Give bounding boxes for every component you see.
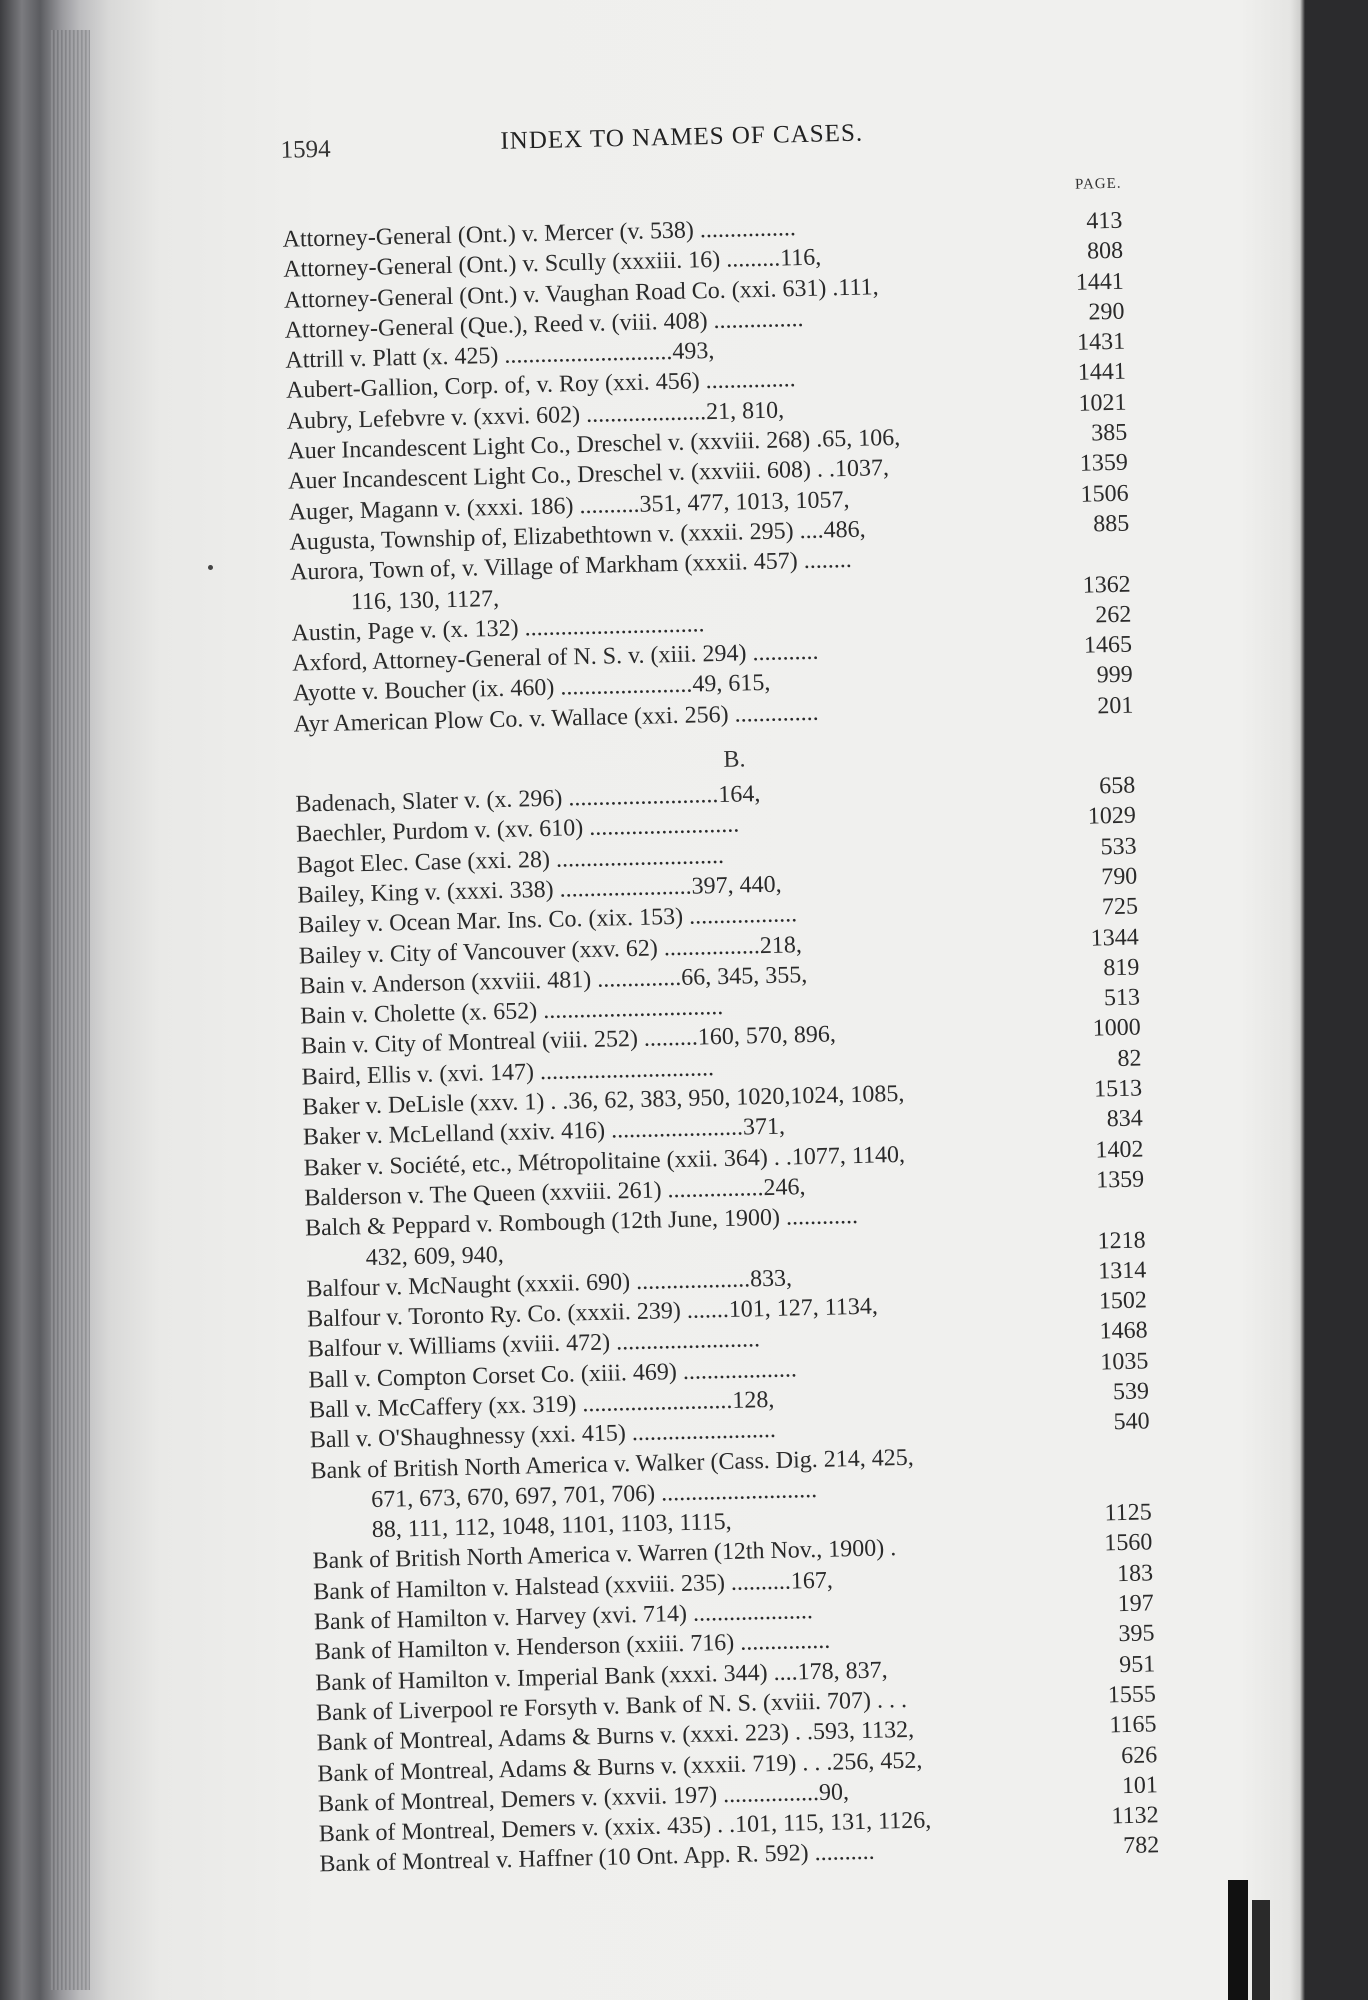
- page-reference: 1555: [1107, 1681, 1157, 1709]
- case-name: Balderson v. The Queen (xxviii. 261) ................246,: [304, 1174, 806, 1212]
- page-reference: 1218: [1097, 1226, 1146, 1255]
- running-title: INDEX TO NAMES OF CASES.: [500, 119, 864, 155]
- case-name: Attorney-General (Ont.) v. Vaughan Road Co. (xxi. 631) .111,: [283, 273, 879, 314]
- page-reference: 1132: [1111, 1802, 1159, 1830]
- page-reference: 201: [1097, 692, 1134, 720]
- page-reference: 513: [1103, 984, 1141, 1012]
- case-name: Attorney-General (Que.), Reed v. (viii. 408) ...............: [284, 305, 804, 344]
- page-reference: 951: [1118, 1650, 1156, 1678]
- page-reference: 539: [1112, 1378, 1150, 1406]
- case-name: Ball v. O'Shaughnessy (xxi. 415) ........................: [309, 1417, 777, 1454]
- page-reference: 197: [1117, 1590, 1155, 1618]
- case-name: Balfour v. Toronto Ry. Co. (xxxii. 239) .......101, 127, 1134,: [306, 1293, 879, 1333]
- case-name: Bank of Hamilton v. Harvey (xvi. 714) ....................: [313, 1598, 814, 1636]
- page-reference: 819: [1103, 954, 1140, 982]
- case-name: Aubert-Gallion, Corp. of, v. Roy (xxi. 456) ...............: [285, 366, 796, 405]
- page-reference: 540: [1113, 1408, 1150, 1436]
- case-name: Aurora, Town of, v. Village of Markham (xxxii. 457) ........: [289, 547, 852, 586]
- case-name: Ayotte v. Boucher (ix. 460) ......................49, 615,: [292, 670, 771, 708]
- page-reference: 999: [1096, 662, 1133, 689]
- ink-speck: [208, 565, 213, 570]
- case-name: Bank of Montreal, Demers v. (xxix. 435) . .101, 115, 131, 1126,: [318, 1807, 932, 1848]
- case-name: Badenach, Slater v. (x. 296) .........................164,: [295, 781, 761, 818]
- page-number: 1594: [280, 135, 331, 164]
- page-reference: 82: [1117, 1045, 1142, 1072]
- page-reference: 1344: [1090, 924, 1139, 952]
- page-reference: 782: [1122, 1832, 1160, 1860]
- case-name: Bain v. Cholette (x. 652) ..............................: [299, 994, 724, 1030]
- case-name: Auer Incandescent Light Co., Dreschel v. (xxviii. 268) .65, 106,: [287, 424, 901, 465]
- case-name: Auger, Magann v. (xxxi. 186) ..........351, 477, 1013, 1057,: [288, 486, 850, 526]
- index-page: [270, 104, 1191, 1878]
- case-name: Baechler, Purdom v. (xv. 610) .........................: [295, 811, 740, 848]
- case-name: Bank of Montreal, Adams & Burns v. (xxxi. 223) . .593, 1132,: [316, 1717, 915, 1757]
- page-reference: 290: [1088, 298, 1125, 326]
- case-name: Axford, Attorney-General of N. S. v. (xiii. 294) ...........: [291, 638, 819, 677]
- case-name: Attorney-General (Ont.) v. Scully (xxxiii. 16) .........116,: [282, 244, 822, 284]
- case-name: Bain v. City of Montreal (viii. 252) .........160, 570, 896,: [300, 1021, 837, 1060]
- page-reference: 1021: [1078, 389, 1127, 417]
- case-name: Baker v. DeLisle (xxv. 1) . .36, 62, 383, 950, 1020,1024, 1085,: [302, 1080, 905, 1121]
- page-reference: 1506: [1080, 480, 1129, 508]
- page-reference: 385: [1090, 419, 1128, 447]
- page-reference: 1441: [1075, 268, 1125, 296]
- page-reference: 1468: [1099, 1317, 1148, 1345]
- page-header: [270, 104, 1191, 165]
- case-name: Baker v. McLelland (xxiv. 416) ......................371,: [302, 1113, 786, 1151]
- case-name: Balch & Peppard v. Rombough (12th June, 1900) ............: [304, 1203, 859, 1242]
- case-name: Bank of British North America v. Warren (12th Nov., 1900) .: [312, 1535, 897, 1575]
- case-name: Ayr American Plow Co. v. Wallace (xxi. 256) ..............: [293, 699, 819, 738]
- page-reference: 1125: [1104, 1499, 1153, 1527]
- case-name: Attorney-General (Ont.) v. Mercer (v. 538) ................: [282, 215, 797, 253]
- case-name: Bank of Montreal, Demers v. (xxvii. 197) ................90,: [317, 1779, 850, 1818]
- page-reference: 725: [1101, 893, 1139, 921]
- case-name: 116, 130, 1127,: [350, 585, 500, 615]
- index-entries: [272, 205, 1209, 1881]
- page-reference: 262: [1095, 601, 1132, 629]
- page-reference: 1513: [1093, 1075, 1143, 1103]
- case-name: Bailey v. City of Vancouver (xxv. 62) ................218,: [298, 931, 803, 970]
- case-name: Baker v. Société, etc., Métropolitaine (xxii. 364) . .1077, 1140,: [303, 1141, 906, 1182]
- page-column-heading: PAGE.: [1074, 175, 1122, 193]
- page-reference: 626: [1120, 1741, 1158, 1769]
- section-letter: B.: [723, 746, 746, 773]
- page-reference: 533: [1100, 833, 1137, 860]
- case-name: Ball v. McCaffery (xx. 319) .........................128,: [308, 1386, 775, 1424]
- page-reference: 1035: [1099, 1348, 1149, 1376]
- case-name: Aubry, Lefebvre v. (xxvi. 602) ....................21, 810,: [286, 397, 785, 435]
- page-reference: 1029: [1087, 802, 1137, 830]
- case-name: Attrill v. Platt (x. 425) ............................493,: [285, 338, 715, 374]
- case-name: Austin, Page v. (x. 132) ..............................: [291, 611, 705, 647]
- page-reference: 834: [1106, 1105, 1144, 1133]
- case-name: Augusta, Township of, Elizabethtown v. (xxxii. 295) ....486,: [289, 516, 866, 556]
- page-reference: 1362: [1082, 571, 1131, 599]
- page-reference: 1441: [1077, 359, 1127, 387]
- case-name: Bailey v. Ocean Mar. Ins. Co. (xix. 153) ..................: [297, 901, 798, 939]
- page-reference: 1314: [1097, 1257, 1147, 1285]
- case-name: Balfour v. McNaught (xxxii. 690) ...................833,: [306, 1265, 793, 1303]
- page-reference: 1502: [1098, 1287, 1148, 1315]
- page-reference: 885: [1092, 510, 1130, 538]
- case-name: Bank of Hamilton v. Henderson (xxiii. 716) ...............: [314, 1628, 831, 1666]
- page-reference: 1359: [1079, 450, 1129, 478]
- case-name: Auer Incandescent Light Co., Dreschel v. (xxviii. 608) . .1037,: [287, 455, 890, 496]
- page-reference: 1560: [1104, 1529, 1153, 1557]
- case-name: 88, 111, 112, 1048, 1101, 1103, 1115,: [371, 1509, 732, 1544]
- case-name: Bagot Elec. Case (xxi. 28) ............................: [296, 842, 725, 879]
- page-reference: 1165: [1109, 1711, 1157, 1739]
- case-name: Bailey, King v. (xxxi. 338) ......................397, 440,: [297, 871, 782, 909]
- case-name: Balfour v. Williams (xviii. 472) ........................: [307, 1326, 761, 1363]
- case-name: Ball v. Compton Corset Co. (xiii. 469) ...................: [308, 1356, 798, 1394]
- case-name: Bank of British North America v. Walker (Cass. Dig. 214, 425,: [310, 1444, 915, 1485]
- case-name: Bank of Hamilton v. Halstead (xxviii. 235) ..........167,: [313, 1567, 834, 1606]
- binding-mark: [1228, 1880, 1248, 2000]
- page-reference: 1000: [1092, 1014, 1142, 1042]
- case-name: Bank of Liverpool re Forsyth v. Bank of N. S. (xviii. 707) . . .: [315, 1686, 908, 1727]
- binding-mark: [1252, 1900, 1270, 2000]
- case-name: Bank of Montreal, Adams & Burns v. (xxxii. 719) . . .256, 452,: [317, 1747, 923, 1787]
- page-reference: 808: [1086, 237, 1124, 265]
- case-name: 432, 609, 940,: [365, 1241, 504, 1271]
- page-reference: 790: [1100, 863, 1138, 891]
- page-reference: 1465: [1083, 631, 1133, 659]
- page-reference: 395: [1118, 1620, 1155, 1648]
- page-reference: 1359: [1095, 1166, 1145, 1194]
- page-reference: 1431: [1076, 328, 1126, 356]
- case-name: Bank of Hamilton v. Imperial Bank (xxxi. 344) ....178, 837,: [315, 1657, 888, 1697]
- page-reference: 413: [1086, 207, 1123, 235]
- case-name: Bain v. Anderson (xxviii. 481) ..............66, 345, 355,: [299, 961, 808, 1000]
- case-name: 671, 673, 670, 697, 701, 706) ..........................: [370, 1476, 818, 1513]
- case-name: Bank of Montreal v. Haffner (10 Ont. App. R. 592) ..........: [319, 1839, 875, 1878]
- page-edges: [50, 30, 90, 1990]
- page-reference: 101: [1121, 1772, 1159, 1799]
- page-reference: 1402: [1095, 1136, 1144, 1164]
- page-reference: 183: [1116, 1560, 1154, 1587]
- page-reference: 658: [1098, 772, 1136, 800]
- case-name: Baird, Ellis v. (xvi. 147) .............................: [301, 1054, 715, 1091]
